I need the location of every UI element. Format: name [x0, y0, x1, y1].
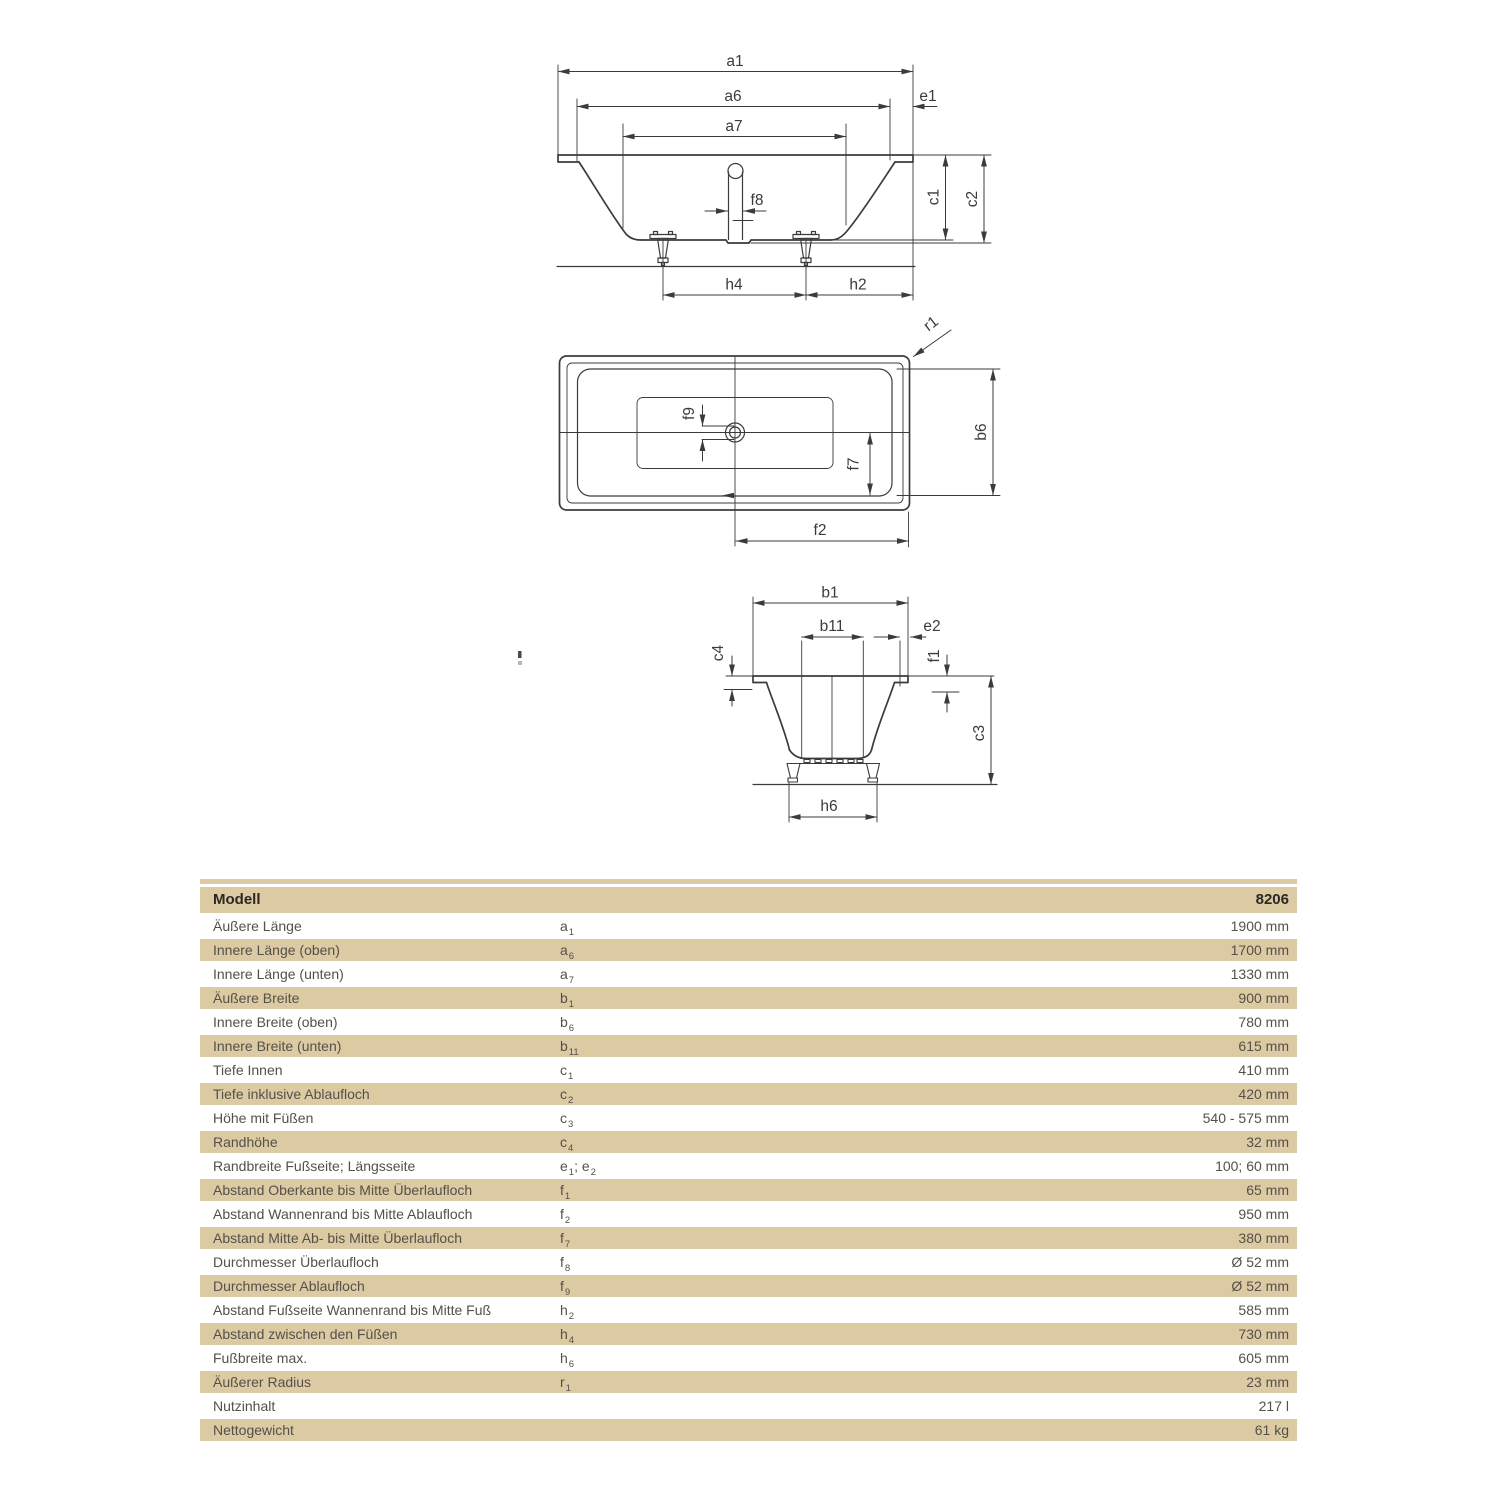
- dim-label-r1: r1: [920, 313, 942, 335]
- row-value: Ø 52 mm: [1231, 1254, 1289, 1270]
- table-row: [200, 1011, 1297, 1033]
- row-value: 780 mm: [1238, 1014, 1289, 1030]
- end-tub-outline: [753, 676, 908, 759]
- row-symbol: $c_4$: [560, 1134, 574, 1154]
- dim-label-b1: b1: [821, 584, 839, 602]
- table-row: [200, 1371, 1297, 1393]
- row-value: 217 l: [1258, 1398, 1289, 1414]
- row-label: Abstand Wannenrand bis Mitte Ablaufloch: [213, 1206, 473, 1222]
- row-value: 540 - 575 mm: [1202, 1110, 1289, 1126]
- table-row: [200, 1419, 1297, 1441]
- row-value: 100; 60 mm: [1215, 1158, 1289, 1174]
- row-label: Tiefe Innen: [213, 1062, 283, 1078]
- table-row: [200, 1251, 1297, 1273]
- dim-label-c1: c1: [925, 188, 943, 206]
- table-row: [200, 1227, 1297, 1249]
- table-row: [200, 915, 1297, 937]
- dim-label-e1: e1: [919, 88, 937, 105]
- table-top-strip: [200, 879, 1297, 884]
- dim-label-c3: c3: [971, 724, 988, 742]
- plan-view: [560, 313, 1001, 547]
- table-row: [200, 1083, 1297, 1105]
- row-symbol: [560, 1395, 820, 1417]
- row-value: 585 mm: [1238, 1302, 1289, 1318]
- table-row: [200, 987, 1297, 1009]
- table-row: [200, 1299, 1297, 1321]
- row-label: Randhöhe: [213, 1134, 278, 1150]
- row-label: Äußere Breite: [213, 990, 300, 1006]
- dim-label-b6: b6: [973, 423, 990, 441]
- dim-label-f2: f2: [813, 522, 827, 539]
- table-row: [200, 963, 1297, 985]
- dim-label-c4: c4: [710, 644, 727, 662]
- dim-label-f9: f9: [681, 407, 698, 420]
- row-label: Abstand Mitte Ab- bis Mitte Überlaufloch: [213, 1230, 463, 1246]
- table-row: [200, 939, 1297, 961]
- table-row: [200, 1347, 1297, 1369]
- table-row: [200, 1035, 1297, 1057]
- row-symbol: $h_6$: [560, 1350, 575, 1370]
- row-value: 615 mm: [1238, 1038, 1289, 1054]
- row-label: Randbreite Fußseite; Längsseite: [213, 1158, 416, 1174]
- dimension-table: [200, 879, 1297, 1441]
- row-label: Innere Breite (unten): [213, 1038, 342, 1054]
- row-symbol: $f_1$: [560, 1182, 571, 1202]
- plan-outer-rim: [560, 356, 910, 510]
- table-header-value: 8206: [1255, 891, 1289, 908]
- row-symbol: [560, 1419, 820, 1441]
- row-symbol: $a_1$: [560, 918, 575, 938]
- row-value: 410 mm: [1238, 1062, 1289, 1078]
- table-row: [200, 1059, 1297, 1081]
- side-feet: [650, 232, 819, 266]
- table-row: [200, 1131, 1297, 1153]
- row-value: 61 kg: [1254, 1422, 1289, 1438]
- row-label: Durchmesser Überlaufloch: [213, 1254, 379, 1270]
- row-value: 950 mm: [1238, 1206, 1289, 1222]
- side-tub-outline: [558, 155, 913, 243]
- row-value: 32 mm: [1246, 1134, 1289, 1150]
- row-label: Höhe mit Füßen: [213, 1110, 314, 1126]
- table-row: [200, 1395, 1297, 1417]
- row-symbol: $b_6$: [560, 1014, 575, 1034]
- row-label: Äußerer Radius: [213, 1374, 312, 1390]
- row-symbol: $f_2$: [560, 1206, 571, 1226]
- overflow-pipe: [728, 164, 753, 240]
- dim-label-c2: c2: [964, 190, 981, 208]
- dim-label-f8: f8: [750, 192, 764, 209]
- table-row: [200, 1155, 1297, 1177]
- row-symbol: $f_9$: [560, 1278, 571, 1298]
- row-label: Äußere Länge: [213, 918, 302, 934]
- row-label: Innere Breite (oben): [213, 1014, 338, 1030]
- table-row: [200, 1323, 1297, 1345]
- dim-label-a7: a7: [725, 118, 743, 135]
- row-symbol: $r_1$: [560, 1374, 571, 1394]
- row-symbol: $e_1$; $e_2$: [560, 1158, 596, 1178]
- row-label: Nutzinhalt: [213, 1398, 276, 1414]
- row-symbol: $f_8$: [560, 1254, 571, 1274]
- row-symbol: $c_1$: [560, 1062, 574, 1082]
- table-body: [200, 915, 1297, 1441]
- dim-label-f7: f7: [845, 457, 863, 471]
- table-row: [200, 1203, 1297, 1225]
- row-label: Nettogewicht: [213, 1422, 294, 1438]
- table-row: [200, 1107, 1297, 1129]
- row-value: 900 mm: [1238, 990, 1289, 1006]
- row-value: 730 mm: [1238, 1326, 1289, 1342]
- side-dimension-lines: [558, 72, 984, 296]
- dim-label-e2: e2: [923, 618, 941, 635]
- row-value: 1900 mm: [1230, 918, 1289, 934]
- row-value: 1700 mm: [1230, 942, 1289, 958]
- row-label: Tiefe inklusive Ablaufloch: [213, 1086, 370, 1102]
- bottom-edge-arrow: [722, 493, 734, 498]
- table-row: [200, 1179, 1297, 1201]
- dim-label-h4: h4: [725, 276, 743, 294]
- row-value: 23 mm: [1246, 1374, 1289, 1390]
- dim-label-a1: a1: [726, 53, 744, 70]
- row-symbol: $b_1$: [560, 990, 575, 1010]
- dim-label-a6: a6: [724, 88, 742, 105]
- row-symbol: $h_2$: [560, 1302, 575, 1322]
- row-symbol: $f_7$: [560, 1230, 571, 1250]
- row-symbol: $c_2$: [560, 1086, 574, 1106]
- row-label: Innere Länge (oben): [213, 942, 340, 958]
- stray-mark: [518, 651, 522, 665]
- end-extension-lines: [724, 597, 994, 822]
- end-feet: [787, 760, 880, 783]
- dim-label-h2: h2: [849, 276, 867, 294]
- plan-centerlines: [560, 356, 910, 546]
- row-label: Abstand Fußseite Wannenrand bis Mitte Fuß: [213, 1302, 492, 1318]
- dim-label-h6: h6: [820, 798, 838, 815]
- row-label: Abstand Oberkante bis Mitte Überlaufloch: [213, 1182, 473, 1198]
- row-label: Durchmesser Ablaufloch: [213, 1278, 365, 1294]
- row-value: 420 mm: [1238, 1086, 1289, 1102]
- row-symbol: $a_6$: [560, 942, 575, 962]
- dim-label-f1: f1: [926, 649, 943, 663]
- row-value: 65 mm: [1246, 1182, 1289, 1198]
- row-symbol: $b_{11}$: [560, 1038, 579, 1058]
- table-row: [200, 1275, 1297, 1297]
- side-view: [557, 53, 991, 300]
- row-value: 605 mm: [1238, 1350, 1289, 1366]
- row-label: Abstand zwischen den Füßen: [213, 1326, 398, 1342]
- dim-label-b11: b11: [819, 618, 845, 635]
- end-view: [710, 585, 997, 823]
- table-header-row: [200, 887, 1297, 913]
- row-symbol: $h_4$: [560, 1326, 575, 1346]
- row-value: 1330 mm: [1230, 966, 1289, 982]
- table-header-label: Modell: [213, 891, 261, 908]
- row-symbol: $c_3$: [560, 1110, 574, 1130]
- row-label: Fußbreite max.: [213, 1350, 308, 1366]
- row-value: Ø 52 mm: [1231, 1278, 1289, 1294]
- row-symbol: $a_7$: [560, 966, 575, 986]
- row-value: 380 mm: [1238, 1230, 1289, 1246]
- row-label: Innere Länge (unten): [213, 966, 344, 982]
